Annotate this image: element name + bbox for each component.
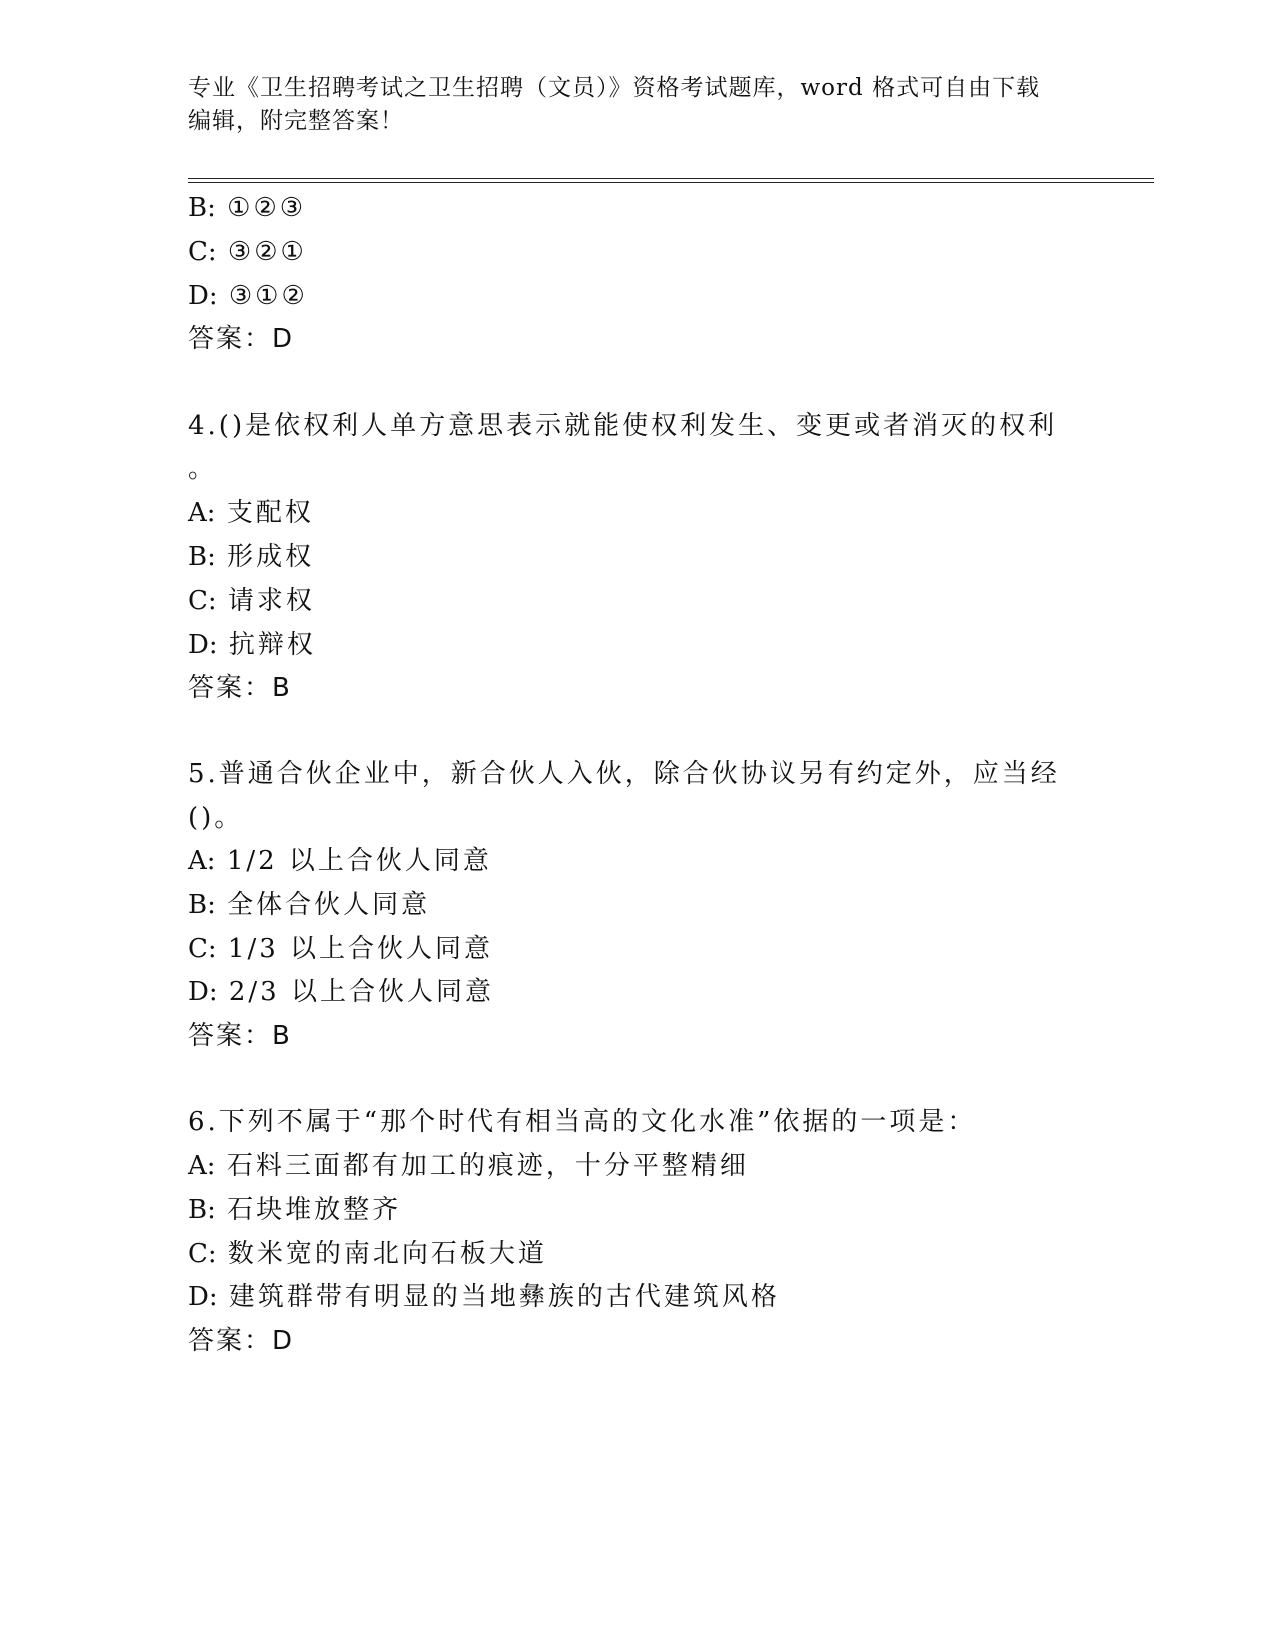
option-text: 抗辩权 [228,630,316,660]
option-text: 石料三面都有加工的痕迹，十分平整精细 [226,1151,749,1181]
option-text: 请求权 [227,586,315,616]
option-key: D: [188,281,218,311]
option-key: C: [188,237,217,267]
q6-option-a [188,1150,749,1182]
q5-option-b [188,889,430,921]
q4-option-a [188,497,314,529]
option-text: 1/3 以上合伙人同意 [227,934,494,964]
option-text: 形成权 [227,542,315,572]
option-key: A: [188,846,216,876]
option-text: ①②③ [227,193,307,223]
q4-answer: 答案：B [188,673,292,703]
q5-option-c [188,933,493,965]
option-text: 数米宽的南北向石板大道 [227,1239,547,1269]
option-text: 2/3 以上合伙人同意 [228,977,494,1007]
q4-option-c [188,585,315,617]
header-divider-bottom [188,182,1154,183]
q5-stem-line-2: ()。 [188,803,244,833]
option-text: 石块堆放整齐 [227,1195,402,1225]
q4-stem-line-2: 。 [188,454,218,484]
header-divider-top [188,178,1154,179]
q5-option-a [188,845,492,877]
q6-stem-line-1: 6.下列不属于“那个时代有相当高的文化水准”依据的一项是： [188,1107,977,1137]
q5-answer: 答案：B [188,1021,292,1051]
option-text: 1/2 以上合伙人同意 [226,846,492,876]
q4-option-b [188,541,314,573]
option-text: 建筑群带有明显的当地彝族的古代建筑风格 [228,1282,780,1312]
document-header [188,72,1088,138]
option-key: A: [188,498,216,528]
option-key: D: [188,630,218,660]
option-key: C: [188,1239,217,1269]
option-key: B: [188,193,216,223]
q6-option-c [188,1238,547,1270]
q3-option-d [188,280,308,312]
option-key: C: [188,934,217,964]
option-key: D: [188,977,218,1007]
header-line-1: 专业《卫生招聘考试之卫生招聘（文员）》资格考试题库，word 格式可自由下载 [188,75,1041,101]
option-text: ③②① [227,237,307,267]
option-key: D: [188,1282,218,1312]
option-key: C: [188,586,217,616]
option-key: B: [188,890,216,920]
option-text: 支配权 [226,498,314,528]
option-text: ③①② [228,281,308,311]
option-text: 全体合伙人同意 [227,890,431,920]
q6-option-b [188,1194,401,1226]
q4-stem-line-1: 4.()是依权利人单方意思表示就能使权利发生、变更或者消灭的权利 [188,411,1058,441]
option-key: A: [188,1151,216,1181]
q5-option-d [188,976,494,1008]
q4-option-d [188,629,316,661]
q6-option-d [188,1281,780,1313]
q5-stem-line-1: 5.普通合伙企业中，新合伙人入伙，除合伙协议另有约定外，应当经 [188,759,1060,789]
q3-option-c [188,236,307,268]
q6-answer: 答案：D [188,1326,295,1356]
q3-answer: 答案：D [188,324,295,354]
option-key: B: [188,1195,216,1225]
option-key: B: [188,542,216,572]
header-line-2: 编辑，附完整答案！ [188,108,404,134]
q3-option-b [188,192,306,224]
